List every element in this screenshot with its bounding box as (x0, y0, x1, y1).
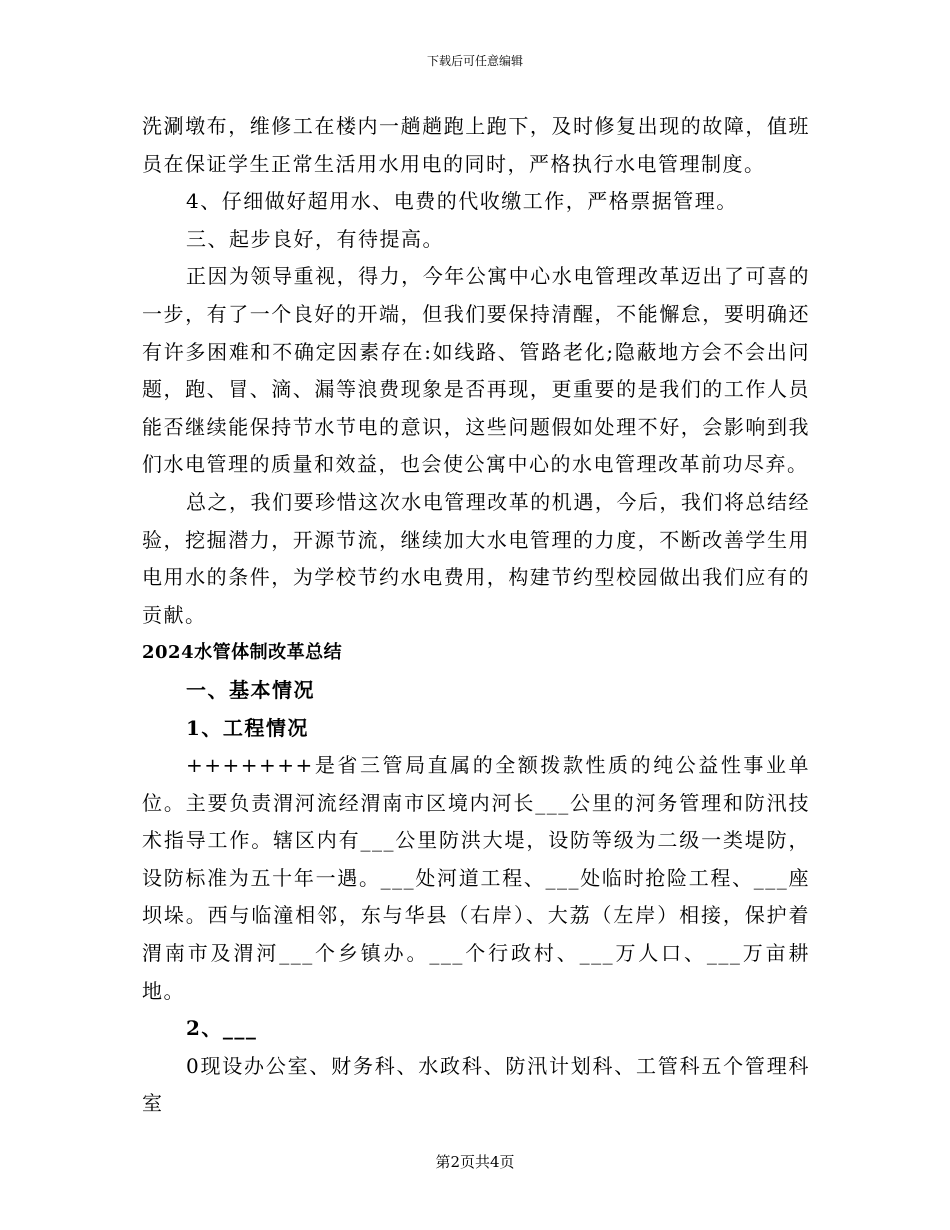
heading-basic-info: 一、基本情况 (186, 677, 315, 702)
paragraph-leadership: 正因为领导重视，得力，今年公寓中心水电管理改革迈出了可喜的一步，有了一个良好的开端，但我们要保持清醒，不能懈怠，要明确还有许多困难和不确定因素存在:如线路、管路老化;隐蔽地方会不会出问题，跑、冒、滴、漏等浪费现象是否再现，更重要的是我们的工作人员能否继续能保持节水节电的意识，这些问题假如处理不好，会影响到我们水电管理的质量和效益，也会使公寓中心的水电管理改革前功尽弃。 (142, 264, 810, 477)
paragraph-project-description: +++++++是省三管局直属的全额拨款性质的纯公益性事业单位。主要负责渭河流经渭南市区境内河长___公里的河务管理和防汛技术指导工作。辖区内有___公里防洪大堤，设防等级为二级一类堤防，设防标准为五十年一遇。___处河道工程、___处临时抢险工程、___座坝垛。西与临潼相邻，东与华县（右岸）、大荔（左岸）相接，保护着渭南市及渭河___个乡镇办。___个行政村、___万人口、___万亩耕地。 (142, 753, 810, 1003)
page-footer: 第2页共4页 (435, 1153, 515, 1171)
heading-section-2: 2、___ (186, 1016, 258, 1041)
paragraph-section-3: 三、起步良好，有待提高。 (186, 226, 444, 251)
paragraph-departments: 0现设办公室、财务科、水政科、防汛计划科、工管科五个管理科室 (142, 1053, 810, 1116)
heading-project-info: 1、工程情况 (186, 715, 309, 740)
section-title: 2024水管体制改革总结 (142, 642, 343, 664)
paragraph-conclusion: 总之，我们要珍惜这次水电管理改革的机遇，今后，我们将总结经验，挖掘潜力，开源节流，继续加大水电管理的力度，不断改善学生用电用水的条件，为学校节约水电费用，构建节约型校园做出我们应有的贡献。 (142, 489, 810, 627)
paragraph-continuation: 洗涮墩布，维修工在楼内一趟趟跑上跑下，及时修复出现的故障，值班员在保证学生正常生活用水用电的同时，严格执行水电管理制度。 (142, 114, 810, 176)
page-header: 下载后可任意编辑 (426, 54, 523, 68)
paragraph-item-4: 4、仔细做好超用水、电费的代收缴工作，严格票据管理。 (186, 189, 738, 214)
document-body (142, 108, 810, 1123)
